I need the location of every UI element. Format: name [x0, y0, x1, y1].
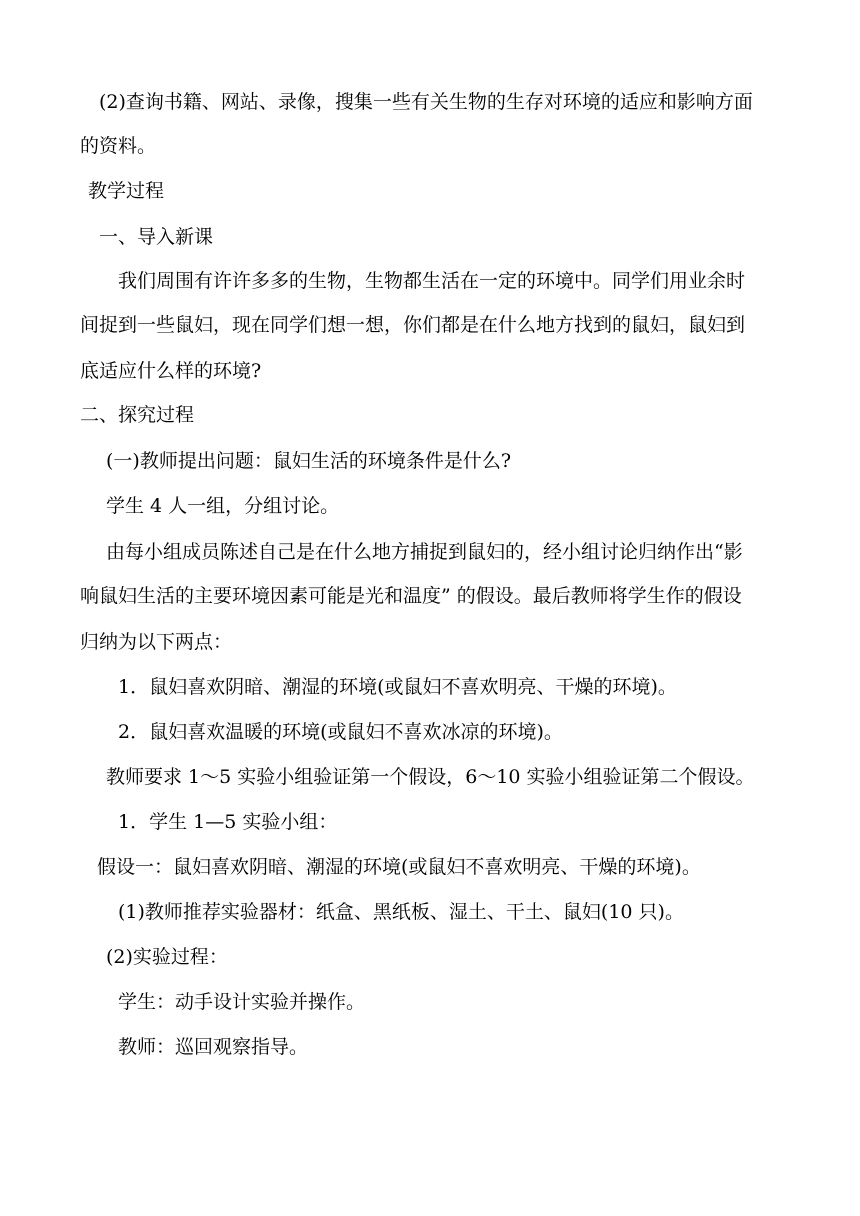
list-item: 1．学生 1—5 实验小组：	[118, 811, 338, 833]
paragraph-line: 学生：动手设计实验并操作。	[118, 991, 366, 1013]
paragraph-line: 底适应什么样的环境?	[80, 360, 262, 382]
paragraph-line: 间捉到一些鼠妇，现在同学们想一想，你们都是在什么地方找到的鼠妇，鼠妇到	[80, 314, 746, 336]
list-item: 2．鼠妇喜欢温暖的环境(或鼠妇不喜欢冰凉的环境)。	[118, 721, 563, 743]
paragraph-line: (1)教师推荐实验器材：纸盒、黑纸板、湿土、干土、鼠妇(10 只)。	[118, 901, 684, 923]
paragraph-line: 的资料。	[80, 135, 157, 157]
paragraph-line: (2)实验过程：	[106, 946, 228, 968]
paragraph-line: 我们周围有许许多多的生物，生物都生活在一定的环境中。同学们用业余时	[118, 270, 746, 292]
paragraph-line: (2)查询书籍、网站、录像，搜集一些有关生物的生存对环境的适应和影响方面	[99, 91, 753, 113]
paragraph-line: 响鼠妇生活的主要环境因素可能是光和温度” 的假设。最后教师将学生作的假设	[80, 585, 742, 607]
paragraph-line: 归纳为以下两点：	[80, 631, 233, 653]
paragraph-line: 教师：巡回观察指导。	[118, 1036, 309, 1058]
section-heading: 教学过程	[88, 180, 165, 202]
paragraph-line: (一)教师提出问题：鼠妇生活的环境条件是什么?	[106, 450, 512, 472]
paragraph-line: 由每小组成员陈述自己是在什么地方捕捉到鼠妇的，经小组讨论归纳作出“影	[106, 541, 743, 563]
section-heading: 二、探究过程	[80, 404, 195, 426]
paragraph-line: 假设一：鼠妇喜欢阴暗、潮湿的环境(或鼠妇不喜欢明亮、干燥的环境)。	[97, 856, 701, 878]
paragraph-line: 教师要求 1～5 实验小组验证第一个假设，6～10 实验小组验证第二个假设。	[106, 766, 755, 788]
list-item: 1．鼠妇喜欢阴暗、潮湿的环境(或鼠妇不喜欢明亮、干燥的环境)。	[118, 676, 677, 698]
paragraph-line: 学生 4 人一组，分组讨论。	[106, 495, 340, 517]
section-heading: 一、导入新课	[99, 226, 214, 248]
